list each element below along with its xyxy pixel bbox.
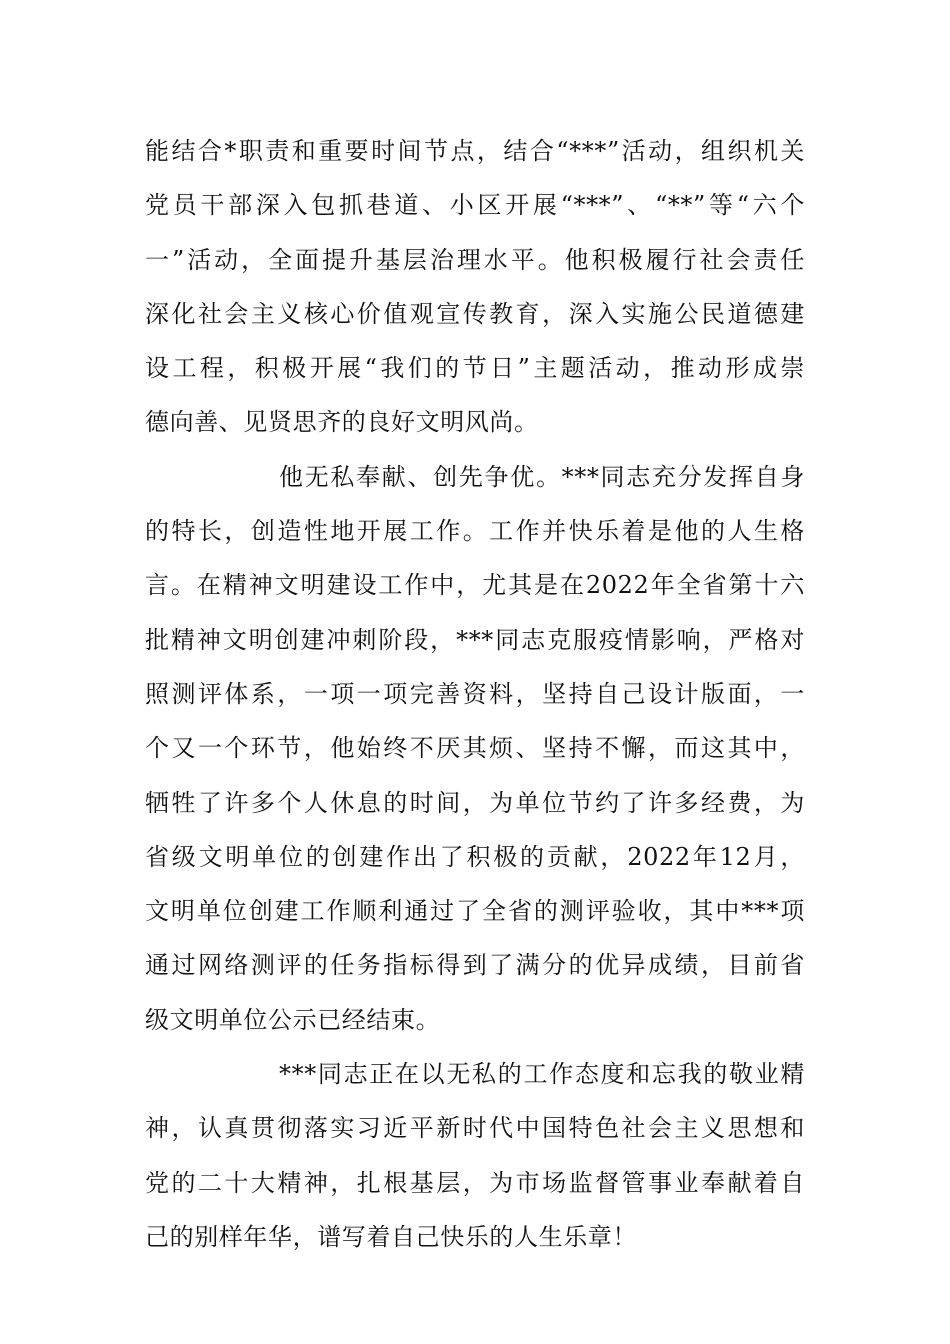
text-line: 神，认真贯彻落实习近平新时代中国特色社会主义思想和 [145,1114,805,1143]
paragraph-first-line: 他无私奉献、创先争优。***同志充分发挥自身 [279,462,805,491]
text-line: 批精神文明创建冲刺阶段，***同志克服疫情影响，严格对 [145,625,805,654]
text-line: 级文明单位公示已经结束。 [145,1005,441,1034]
text-line: 能结合*职责和重要时间节点，结合“***”活动，组织机关 [145,137,805,165]
text-line: 深化社会主义核心价值观宣传教育，深入实施公民道德建 [145,299,805,328]
text-line: 牺牲了许多个人休息的时间，为单位节约了许多经费，为 [145,788,805,817]
text-line: 言。在精神文明建设工作中，尤其是在2022年全省第十六 [145,571,805,600]
text-line: 设工程，积极开展“我们的节日”主题活动，推动形成崇 [145,354,805,383]
text-line: 一”活动，全面提升基层治理水平。他积极履行社会责任 [145,245,805,274]
text-line: 照测评体系，一项一项完善资料，坚持自己设计版面，一 [145,679,805,708]
text-line: 党员干部深入包抓巷道、小区开展“***”、“**”等“六个 [145,191,805,220]
document-body [145,124,805,1264]
text-line: 文明单位创建工作顺利通过了全省的测评验收，其中***项 [145,897,805,926]
text-line: 个又一个环节，他始终不厌其烦、坚持不懈，而这其中， [145,734,805,763]
text-line: 省级文明单位的创建作出了积极的贡献，2022年12月， [145,842,805,871]
text-line: 己的别样年华，谱写着自己快乐的人生乐章！ [145,1222,637,1251]
text-line: 的特长，创造性地开展工作。工作并快乐着是他的人生格 [145,517,805,546]
paragraph-first-line: ***同志正在以无私的工作态度和忘我的敬业精 [279,1060,805,1089]
text-line: 党的二十大精神，扎根基层，为市场监督管事业奉献着自 [145,1168,805,1197]
text-line: 德向善、见贤思齐的良好文明风尚。 [145,408,539,437]
text-line: 通过网络测评的任务指标得到了满分的优异成绩，目前省 [145,951,805,980]
